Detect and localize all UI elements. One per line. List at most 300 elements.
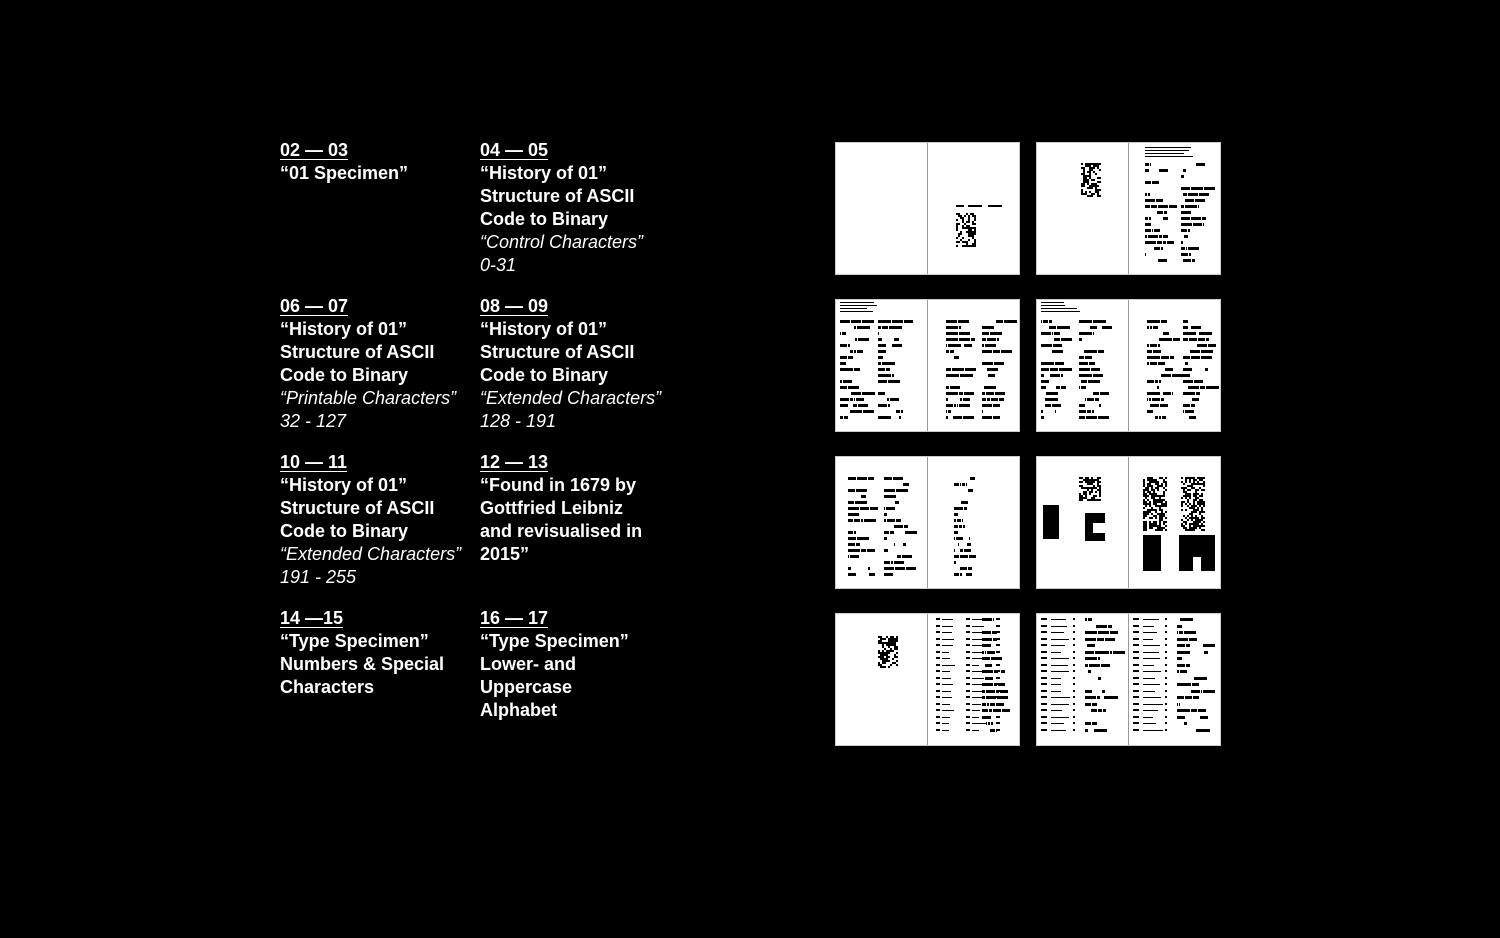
binary-glyph-mark [1102,326,1112,329]
binary-glyph-mark [1133,677,1139,679]
binary-glyph-mark [1093,332,1094,335]
binary-glyph-mark [864,519,876,522]
binary-glyph-mark [1201,356,1212,359]
binary-glyph-mark [1177,703,1178,706]
binary-glyph-mark [1091,491,1093,493]
binary-glyph-mark [848,356,853,359]
spread-thumbnail-06-07[interactable] [835,299,1020,432]
binary-glyph-mark [854,519,860,522]
binary-glyph-mark [1170,356,1174,359]
spread-thumbnail-10-11[interactable] [835,456,1020,589]
binary-glyph-mark [959,332,970,335]
binary-glyph-mark [1194,677,1207,680]
binary-glyph-mark [1041,368,1049,371]
page-thumbnail [836,457,927,588]
binary-glyph-mark [1203,517,1205,519]
binary-glyph-mark [1147,344,1149,347]
binary-glyph-mark [946,374,959,377]
binary-glyph-mark [1133,651,1139,653]
binary-glyph-mark [901,410,903,413]
binary-glyph-mark [848,537,856,540]
spread-thumbnail-04-05[interactable] [1036,142,1221,275]
binary-glyph-mark [966,690,970,692]
binary-glyph-mark [1041,644,1047,646]
binary-glyph-mark [1161,529,1163,531]
binary-glyph-mark [950,350,954,353]
entry-title-line: Code to Binary [480,209,609,229]
binary-glyph-mark [936,651,940,653]
text-line-mark [1051,665,1068,666]
binary-glyph-mark [936,631,940,633]
binary-glyph-mark [848,543,855,546]
entry-title-line: Numbers & Special [280,654,445,674]
page-thumbnail [1128,143,1220,274]
binary-glyph-mark [946,344,947,347]
binary-glyph-mark [996,690,999,693]
binary-glyph-mark [1203,489,1205,491]
binary-glyph-mark [1165,631,1167,633]
binary-glyph-mark [982,696,985,699]
binary-glyph-mark [1201,690,1202,693]
binary-glyph-mark [1184,722,1187,725]
binary-glyph-mark [878,338,882,341]
spread-thumbnail-02-03[interactable] [835,142,1020,275]
binary-glyph-mark [996,703,1004,706]
binary-glyph-mark [1143,535,1161,571]
binary-glyph-mark [1183,338,1188,341]
binary-glyph-mark [960,573,962,576]
binary-glyph-mark [1079,332,1092,335]
binary-glyph-mark [857,537,869,540]
binary-glyph-mark [857,477,867,480]
text-line-mark [1051,730,1066,731]
binary-glyph-mark [1147,410,1153,413]
page-range: 02 — 03 [280,140,349,160]
binary-glyph-mark [1165,670,1167,672]
binary-glyph-mark [1079,374,1092,377]
binary-glyph-mark [1183,404,1190,407]
binary-glyph-mark [890,664,892,666]
binary-glyph-mark [1061,338,1072,341]
spread-thumbnail-14-15[interactable] [835,613,1020,746]
entry-title-line: “History of 01” [480,163,608,183]
binary-glyph-mark [987,398,990,401]
binary-glyph-mark [996,677,1000,679]
binary-glyph-mark [954,513,958,516]
binary-glyph-mark [966,625,970,627]
text-line-mark [1143,717,1153,718]
binary-glyph-mark [1192,683,1199,686]
binary-glyph-mark [1188,229,1190,232]
toc-entry[interactable] [280,451,480,598]
entry-title-line: Characters [280,677,375,697]
binary-glyph-mark [1143,517,1145,519]
binary-glyph-mark [1091,195,1093,197]
binary-glyph-mark [1093,167,1095,169]
binary-glyph-mark [1085,523,1093,533]
binary-glyph-mark [994,683,997,686]
binary-glyph-mark [1079,386,1080,389]
text-line-mark [1051,658,1069,659]
text-line-mark [1041,311,1080,312]
binary-glyph-mark [1079,404,1085,407]
binary-glyph-mark [1133,625,1139,627]
binary-glyph-mark [1161,356,1169,359]
binary-glyph-mark [1192,259,1195,262]
binary-glyph-mark [987,338,996,341]
binary-glyph-mark [1165,511,1167,513]
binary-glyph-mark [888,404,890,407]
entry-title-line: Code to Binary [280,365,409,385]
binary-glyph-mark [963,525,965,528]
binary-glyph-mark [1049,326,1056,329]
binary-glyph-mark [854,350,856,353]
spread-thumbnail-16-17[interactable] [1036,613,1221,746]
binary-glyph-mark [936,625,940,627]
binary-glyph-mark [1133,644,1139,646]
binary-glyph-mark [1133,696,1139,698]
binary-glyph-mark [1181,187,1190,190]
binary-glyph-mark [954,531,958,534]
binary-glyph-mark [954,483,959,486]
binary-glyph-mark [854,398,855,401]
text-line-mark [1143,730,1163,731]
binary-glyph-mark [843,380,852,383]
binary-glyph-mark [1192,398,1199,401]
binary-glyph-mark [1203,525,1205,527]
binary-glyph-mark [1200,386,1205,389]
binary-glyph-mark [1150,163,1151,166]
binary-glyph-mark [1041,625,1047,627]
binary-glyph-mark [1180,670,1187,673]
binary-glyph-mark [1061,374,1063,377]
binary-glyph-mark [1085,729,1088,732]
binary-glyph-mark [1089,362,1095,365]
binary-glyph-mark [954,519,956,522]
text-line-mark [1143,671,1161,672]
binary-glyph-mark [1090,326,1097,329]
binary-glyph-mark [1145,253,1146,256]
page-range: 12 — 13 [480,452,549,472]
binary-glyph-mark [1133,716,1139,718]
binary-glyph-mark [982,344,984,347]
binary-glyph-mark [1046,392,1058,395]
page-range: 06 — 07 [280,296,349,316]
binary-glyph-mark [1104,696,1118,699]
binary-glyph-mark [962,519,963,522]
binary-glyph-mark [1145,217,1148,220]
binary-glyph-mark [953,416,962,419]
binary-glyph-mark [1073,657,1075,659]
binary-glyph-mark [956,219,958,221]
binary-glyph-mark [1201,350,1213,353]
binary-glyph-mark [1200,716,1208,719]
binary-glyph-mark [1161,247,1163,250]
binary-glyph-mark [993,638,997,641]
binary-glyph-mark [966,664,970,666]
page-thumbnail [1037,143,1128,274]
binary-glyph-mark [1165,651,1167,653]
binary-glyph-mark [936,677,940,679]
spread-thumbnail-08-09[interactable] [1036,299,1221,432]
binary-glyph-mark [884,549,888,552]
binary-glyph-mark [1199,332,1212,335]
binary-glyph-mark [1203,477,1205,479]
binary-glyph-mark [966,644,970,646]
binary-glyph-mark [1180,618,1193,621]
binary-glyph-mark [1073,670,1075,672]
binary-glyph-mark [1081,386,1086,389]
binary-glyph-mark [842,332,846,335]
binary-glyph-mark [987,368,998,371]
binary-glyph-mark [888,652,890,654]
binary-glyph-mark [1099,495,1101,497]
binary-glyph-mark [956,237,958,239]
binary-glyph-mark [971,338,975,341]
binary-glyph-mark [1157,386,1159,389]
binary-glyph-mark [992,631,997,634]
binary-glyph-mark [1145,193,1147,196]
spread-thumbnails [835,142,1221,770]
binary-glyph-mark [1201,535,1215,571]
binary-glyph-mark [888,380,900,383]
binary-glyph-mark [1041,410,1043,413]
binary-glyph-mark [959,338,970,341]
binary-glyph-mark [1165,625,1167,627]
binary-glyph-mark [1193,696,1199,699]
text-line-mark [942,645,953,646]
binary-glyph-mark [1145,223,1151,226]
binary-glyph-mark [894,525,903,528]
binary-glyph-mark [1193,529,1195,531]
binary-glyph-mark [1194,380,1203,383]
text-line-mark [1051,671,1069,672]
binary-glyph-mark [1163,235,1168,238]
binary-glyph-mark [892,650,894,652]
toc-entry[interactable] [480,607,680,722]
binary-glyph-mark [1145,529,1147,531]
binary-glyph-mark [996,651,1000,653]
binary-glyph-mark [1133,618,1139,620]
binary-glyph-mark [946,326,958,329]
binary-glyph-mark [959,392,963,395]
entry-title-line: “History of 01” [480,319,608,339]
binary-glyph-mark [1159,235,1162,238]
text-line-mark [1051,639,1069,640]
entry-title-line: “Control Characters” [480,232,644,252]
binary-glyph-mark [1177,638,1188,641]
binary-glyph-mark [1099,477,1101,479]
binary-glyph-mark [958,543,959,546]
binary-glyph-mark [850,555,859,558]
binary-glyph-mark [1181,477,1183,479]
binary-glyph-mark [1145,169,1149,172]
toc-entry[interactable] [280,295,480,442]
binary-glyph-mark [963,416,974,419]
text-line-mark [1143,691,1155,692]
binary-glyph-mark [982,618,992,621]
page-thumbnail [927,143,1019,274]
binary-glyph-mark [1208,344,1216,347]
text-line-mark [942,671,950,672]
binary-glyph-mark [1085,618,1087,621]
binary-glyph-mark [1073,638,1075,640]
binary-glyph-mark [1093,193,1095,195]
binary-glyph-mark [1183,356,1190,359]
binary-glyph-mark [1045,404,1051,407]
binary-glyph-mark [1177,644,1185,647]
binary-glyph-mark [1073,729,1075,731]
binary-glyph-mark [982,703,986,706]
binary-glyph-mark [1154,229,1160,232]
binary-glyph-mark [1147,392,1160,395]
binary-glyph-mark [966,722,970,724]
binary-glyph-mark [952,368,964,371]
text-line-mark [1143,619,1159,620]
toc-entry[interactable] [480,139,680,286]
binary-glyph-mark [1165,664,1167,666]
binary-glyph-mark [1004,320,1017,323]
binary-glyph-mark [858,404,868,407]
binary-glyph-mark [988,722,990,725]
binary-glyph-mark [1159,416,1161,419]
entry-title-line: 0-31 [480,255,517,275]
text-line-mark [1143,723,1156,724]
binary-glyph-mark [1148,193,1150,196]
binary-glyph-mark [957,404,958,407]
binary-glyph-mark [958,320,969,323]
binary-glyph-mark [994,362,1004,365]
binary-glyph-mark [1087,644,1095,647]
binary-glyph-mark [966,683,970,685]
binary-glyph-mark [996,716,1000,718]
binary-glyph-mark [1153,350,1161,353]
entry-title-line: “Extended Characters” [280,544,462,564]
binary-glyph-mark [890,398,899,401]
binary-glyph-mark [1041,709,1047,711]
binary-glyph-mark [1165,485,1167,487]
binary-glyph-mark [954,555,959,558]
toc-entry[interactable] [280,607,480,722]
binary-glyph-mark [958,235,960,237]
binary-glyph-mark [1147,398,1148,401]
binary-glyph-mark [982,350,992,353]
binary-glyph-mark [974,233,976,235]
entry-title-line: 32 - 127 [280,411,347,431]
binary-glyph-mark [946,350,949,353]
binary-glyph-mark [884,638,886,640]
binary-glyph-mark [1165,517,1167,519]
toc-entry[interactable] [480,295,680,442]
spread-thumbnail-12-13[interactable] [1036,456,1221,589]
binary-glyph-mark [1177,625,1182,628]
binary-glyph-mark [1098,631,1109,634]
binary-glyph-mark [936,644,940,646]
binary-glyph-mark [1099,169,1101,171]
binary-glyph-mark [1055,410,1056,413]
binary-glyph-mark [1081,380,1087,383]
binary-glyph-mark [884,537,887,540]
text-line-mark [942,632,952,633]
binary-glyph-mark [997,696,1008,699]
binary-glyph-mark [1172,392,1173,395]
page-range: 04 — 05 [480,140,549,160]
binary-glyph-mark [906,567,916,570]
binary-glyph-mark [1181,229,1187,232]
binary-glyph-mark [1203,521,1205,523]
binary-glyph-mark [1079,362,1088,365]
text-line-mark [972,684,982,685]
binary-glyph-mark [1145,235,1147,238]
page-thumbnail [836,614,927,745]
binary-glyph-mark [1186,247,1187,250]
binary-glyph-mark [982,332,989,335]
binary-glyph-mark [1165,505,1167,507]
binary-glyph-mark [1150,344,1157,347]
binary-glyph-mark [996,644,1000,646]
toc-entry[interactable] [280,139,480,286]
binary-glyph-mark [1041,690,1047,692]
entry-title-line: “Type Specimen” [280,631,429,651]
text-line-mark [1041,302,1064,303]
binary-glyph-mark [1085,657,1097,660]
binary-glyph-mark [966,573,972,576]
binary-glyph-mark [1181,223,1192,226]
binary-glyph-mark [1189,253,1191,256]
binary-glyph-mark [957,519,961,522]
binary-glyph-mark [1087,410,1091,413]
binary-glyph-mark [1147,356,1160,359]
binary-glyph-mark [886,507,895,510]
binary-glyph-mark [1088,618,1092,621]
binary-glyph-mark [1158,344,1160,347]
binary-glyph-mark [986,722,987,725]
binary-glyph-mark [936,664,940,666]
binary-glyph-mark [848,507,859,510]
text-line-mark [1051,626,1067,627]
page-thumbnail [1128,614,1220,745]
binary-glyph-mark [884,561,890,564]
binary-glyph-mark [1092,410,1094,413]
binary-glyph-mark [1177,696,1184,699]
binary-glyph-mark [1157,241,1162,244]
binary-glyph-mark [1191,709,1197,712]
binary-glyph-mark [868,567,870,570]
binary-glyph-mark [966,709,970,711]
binary-glyph-mark [1162,416,1166,419]
binary-glyph-mark [964,344,972,347]
toc-entry[interactable] [480,451,680,598]
binary-glyph-mark [936,657,940,659]
binary-glyph-mark [960,567,967,570]
binary-glyph-mark [892,658,894,660]
binary-glyph-mark [1055,362,1064,365]
binary-glyph-mark [896,648,898,650]
binary-glyph-mark [1183,392,1195,395]
text-line-mark [1051,619,1066,620]
binary-glyph-mark [878,404,887,407]
binary-glyph-mark [960,555,968,558]
binary-glyph-mark [903,543,906,546]
binary-glyph-mark [1088,670,1091,673]
binary-glyph-mark [861,495,866,498]
binary-glyph-mark [1165,722,1167,724]
binary-glyph-mark [1203,485,1205,487]
binary-glyph-mark [959,326,961,329]
binary-glyph-mark [964,392,974,395]
binary-glyph-mark [857,350,863,353]
text-line-mark [1041,308,1077,309]
